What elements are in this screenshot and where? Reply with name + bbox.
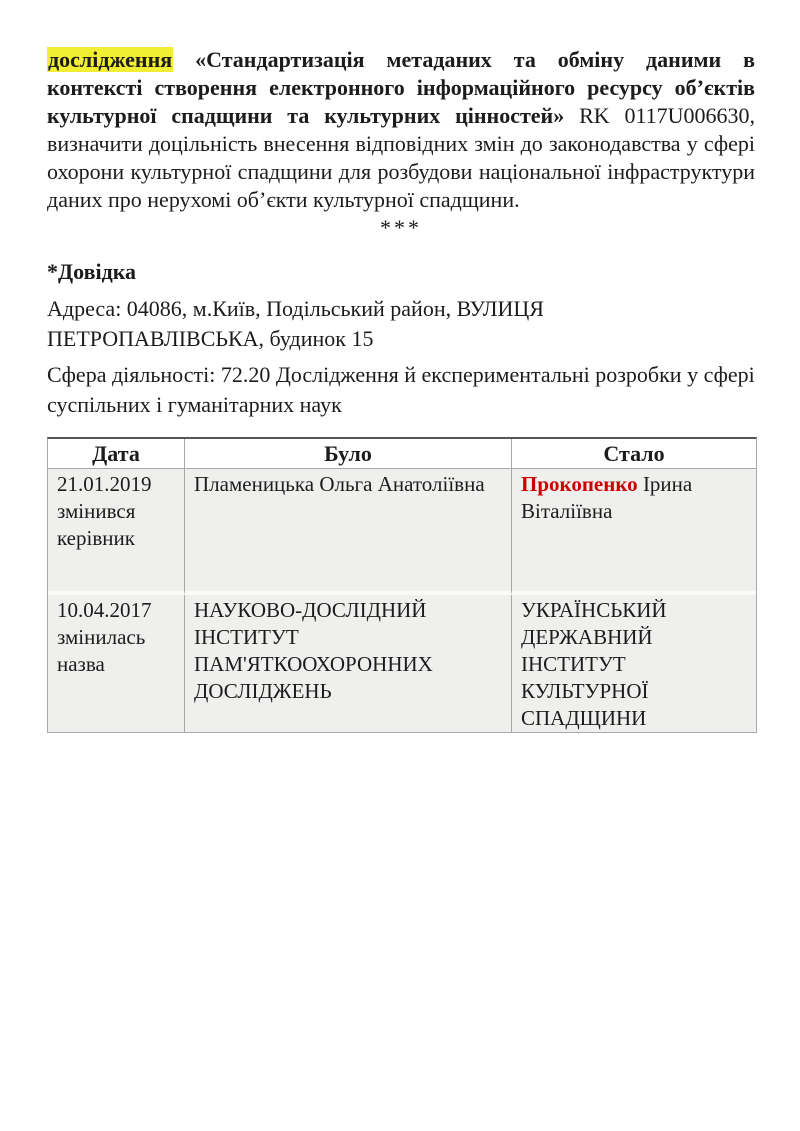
project-title: «Стандартизація метаданих та обміну даними в контексті створення електронного інформаційного ресурсу об’єктів культурної спадщини та культурних цінностей»	[47, 47, 755, 128]
table-row	[48, 469, 756, 595]
cell-previous-value: Пламеницька Ольга Анатоліївна	[184, 469, 511, 595]
column-header-date: Дата	[48, 439, 184, 469]
new-director-surname: Прокопенко	[521, 472, 638, 496]
reference-heading: *Довідка	[47, 259, 137, 284]
address-line: Адреса: 04086, м.Київ, Подільський район, ВУЛИЦЯ ПЕТРОПАВЛІВСЬКА, будинок 15	[47, 296, 544, 351]
new-director-name: Ірина Віталіївна	[521, 472, 693, 523]
intro-rest-text: RK 0117U006630, визначити доцільність внесення відповідних змін до законодавства у сфері охорони культурної спадщини для розбудови національної інфраструктури даних про нерухомі об’єкти культурної спадщини.	[47, 103, 756, 212]
cell-change-date: 10.04.2017 змінилась назва	[48, 595, 184, 732]
table-header-row	[48, 439, 756, 469]
highlighted-term: дослідження	[48, 47, 173, 72]
cell-change-date: 21.01.2019 змінився керівник	[48, 469, 184, 595]
intro-paragraph	[47, 46, 755, 214]
table-row	[48, 595, 756, 732]
activity-line: Сфера діяльності: 72.20 Дослідження й експериментальні розробки у сфері суспільних і гуманітарних наук	[47, 362, 755, 417]
changes-history-table	[47, 437, 757, 733]
cell-new-value: УКРАЇНСЬКИЙ ДЕРЖАВНИЙ ІНСТИТУТ КУЛЬТУРНОЇ СПАДЩИНИ	[511, 595, 756, 732]
column-header-became: Стало	[511, 439, 756, 469]
column-header-was: Було	[184, 439, 511, 469]
cell-new-value	[511, 469, 756, 595]
section-separator: ***	[380, 215, 422, 240]
cell-previous-value: НАУКОВО-ДОСЛІДНИЙ ІНСТИТУТ ПАМ'ЯТКООХОРОННИХ ДОСЛІДЖЕНЬ	[184, 595, 511, 732]
